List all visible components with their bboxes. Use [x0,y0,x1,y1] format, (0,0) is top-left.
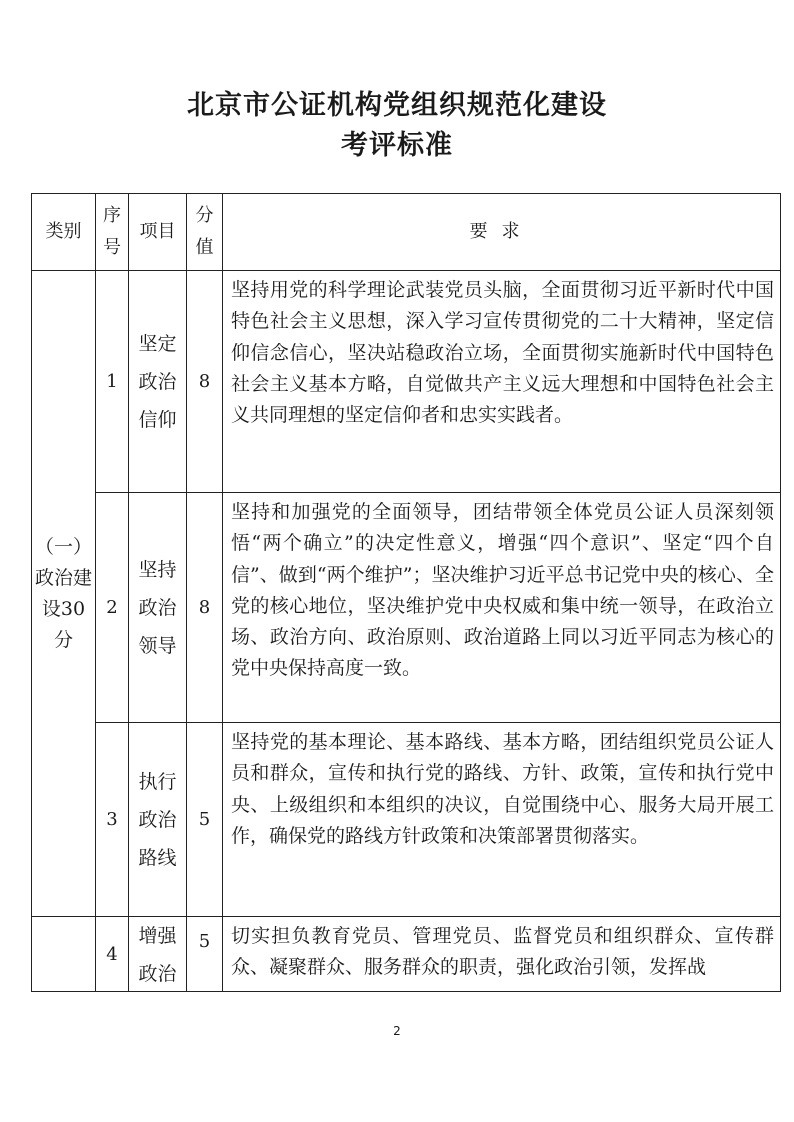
document-title-line1: 北京市公证机构党组织规范化建设 [187,90,607,121]
row-seq: 1 [96,271,129,493]
row-requirement: 坚持和加强党的全面领导，团结带领全体党员公证人员深刻领悟“两个确立”的决定性意义，增强“四个意识”、坚定“四个自信”、做到“两个维护”；坚决维护习近平总书记党中央的核心、全党的核心地位，坚决维护党中央权威和集中统一领导，在政治立场、政治方向、政治原则、政治道路上同以习近平同志为核心的党中央保持高度一致。 [223,493,781,723]
category-cell: （一）政治建设30分 [32,271,96,917]
row-score: 8 [187,271,223,493]
table-row [32,723,781,917]
page-number: 2 [393,1024,401,1038]
category-cell-continued [32,917,96,992]
header-requirement: 要求 [223,194,781,271]
row-seq: 3 [96,723,129,917]
table-row [32,917,781,992]
row-item: 坚持政治领导 [129,493,187,723]
row-score: 8 [187,493,223,723]
row-score: 5 [187,723,223,917]
header-seq: 序号 [96,194,129,271]
table-header-row [32,194,781,271]
row-seq: 4 [96,917,129,992]
row-seq: 2 [96,493,129,723]
header-score: 分值 [187,194,223,271]
header-item: 项目 [129,194,187,271]
header-category: 类别 [32,194,96,271]
evaluation-table [31,193,781,992]
document-title-line2: 考评标准 [341,130,453,161]
row-item: 坚定政治信仰 [129,271,187,493]
row-item: 执行政治路线 [129,723,187,917]
row-requirement: 切实担负教育党员、管理党员、监督党员和组织群众、宣传群众、凝聚群众、服务群众的职责，强化政治引领，发挥战 [223,917,781,992]
row-score: 5 [187,917,223,992]
row-item: 增强政治 [129,917,187,992]
row-requirement: 坚持用党的科学理论武装党员头脑，全面贯彻习近平新时代中国特色社会主义思想，深入学习宣传贯彻党的二十大精神，坚定信仰信念信心，坚决站稳政治立场，全面贯彻实施新时代中国特色社会主义基本方略，自觉做共产主义远大理想和中国特色社会主义共同理想的坚定信仰者和忠实实践者。 [223,271,781,493]
table-row [32,271,781,493]
table-row [32,493,781,723]
row-requirement: 坚持党的基本理论、基本路线、基本方略，团结组织党员公证人员和群众，宣传和执行党的路线、方针、政策，宣传和执行党中央、上级组织和本组织的决议，自觉围绕中心、服务大局开展工作，确保党的路线方针政策和决策部署贯彻落实。 [223,723,781,917]
